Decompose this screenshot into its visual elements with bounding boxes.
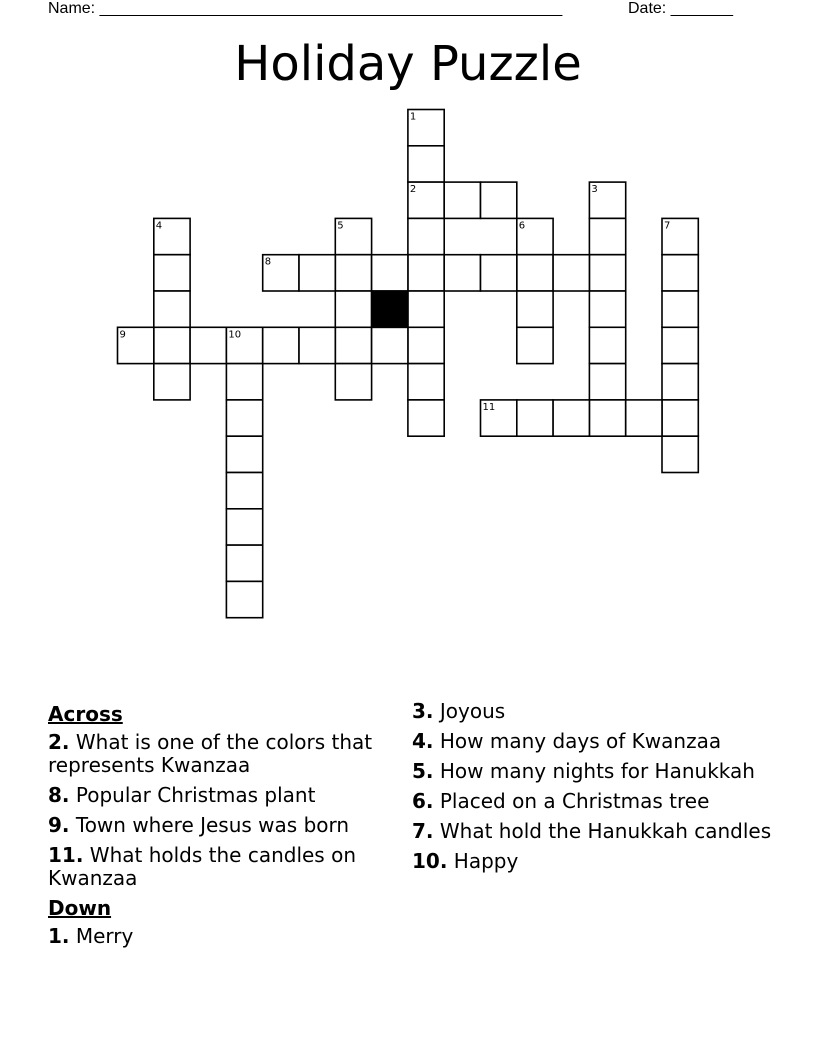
grid-cell[interactable] <box>408 291 444 327</box>
clue-column-left <box>48 700 393 955</box>
grid-cell[interactable] <box>226 581 262 617</box>
cell-number: 1 <box>409 111 417 123</box>
grid-cell[interactable] <box>553 400 589 436</box>
grid-cell[interactable] <box>335 364 371 400</box>
clue-number: 1. <box>48 924 70 948</box>
cell-number: 11 <box>482 401 496 413</box>
grid-cell[interactable] <box>154 291 190 327</box>
grid-cell[interactable] <box>662 327 698 363</box>
clue-column-right <box>412 700 772 880</box>
clue-number: 2. <box>48 730 70 754</box>
grid-cell[interactable] <box>589 255 625 291</box>
clue-text: Town where Jesus was born <box>75 813 350 837</box>
grid-cell[interactable] <box>481 255 517 291</box>
cell-number: 3 <box>591 184 598 196</box>
down-heading: Down <box>48 896 112 920</box>
grid-cell[interactable] <box>408 255 444 291</box>
grid-cell[interactable] <box>372 255 408 291</box>
across-heading: Across <box>48 702 123 726</box>
clue-number: 8. <box>48 783 70 807</box>
grid-cell[interactable] <box>226 364 262 400</box>
clue-text: What holds the candles on Kwanzaa <box>48 843 356 890</box>
grid-cell[interactable] <box>154 327 190 363</box>
cell-number: 7 <box>664 220 671 232</box>
cell-number: 9 <box>119 329 126 341</box>
name-field-label[interactable]: Name: ____________________________________________________ <box>48 0 563 17</box>
down-clue <box>412 760 772 783</box>
grid-cell[interactable] <box>589 364 625 400</box>
grid-cell[interactable] <box>408 327 444 363</box>
clue-number: 6. <box>412 789 434 813</box>
down-clue <box>412 790 772 813</box>
grid-cell[interactable] <box>408 400 444 436</box>
cell-number: 6 <box>518 220 526 232</box>
grid-cell[interactable] <box>335 291 371 327</box>
cell-number: 10 <box>228 329 242 341</box>
grid-cell[interactable] <box>226 436 262 472</box>
grid-cell[interactable] <box>408 146 444 182</box>
across-clue <box>48 844 393 890</box>
grid-cell[interactable] <box>226 509 262 545</box>
grid-cell[interactable] <box>444 182 480 218</box>
grid-cell[interactable] <box>299 255 335 291</box>
grid-cell[interactable] <box>154 364 190 400</box>
grid-cell[interactable] <box>517 255 553 291</box>
grid-cell[interactable] <box>662 364 698 400</box>
clue-text: How many nights for Hanukkah <box>439 759 755 783</box>
grid-cell[interactable] <box>481 182 517 218</box>
grid-cell[interactable] <box>662 436 698 472</box>
clue-text: Merry <box>75 924 134 948</box>
grid-cell[interactable] <box>662 400 698 436</box>
clue-number: 4. <box>412 729 434 753</box>
across-clue <box>48 731 393 777</box>
grid-cell[interactable] <box>589 218 625 254</box>
clue-number: 10. <box>412 849 448 873</box>
grid-cell[interactable] <box>517 327 553 363</box>
cell-number: 8 <box>264 256 272 268</box>
clue-text: Happy <box>453 849 519 873</box>
cell-number: 4 <box>155 220 163 232</box>
down-clue <box>48 925 393 948</box>
grid-cell[interactable] <box>589 327 625 363</box>
grid-cell[interactable] <box>517 291 553 327</box>
black-cell <box>372 291 408 327</box>
across-clue <box>48 814 393 837</box>
grid-cell[interactable] <box>589 400 625 436</box>
clue-number: 7. <box>412 819 434 843</box>
down-clue <box>412 850 772 873</box>
clue-text: How many days of Kwanzaa <box>439 729 722 753</box>
clue-text: Popular Christmas plant <box>75 783 316 807</box>
grid-cell[interactable] <box>226 400 262 436</box>
grid-cell[interactable] <box>299 327 335 363</box>
grid-cell[interactable] <box>626 400 662 436</box>
grid-cell[interactable] <box>553 255 589 291</box>
clue-number: 5. <box>412 759 434 783</box>
grid-cell[interactable] <box>662 255 698 291</box>
clue-text: Placed on a Christmas tree <box>439 789 710 813</box>
clue-text: What is one of the colors that represents Kwanzaa <box>48 730 373 777</box>
down-clue <box>412 700 772 723</box>
grid-cell[interactable] <box>226 545 262 581</box>
grid-cell[interactable] <box>190 327 226 363</box>
clue-text: Joyous <box>439 699 506 723</box>
across-clue <box>48 784 393 807</box>
grid-cell[interactable] <box>335 255 371 291</box>
clue-number: 11. <box>48 843 84 867</box>
clue-number: 9. <box>48 813 70 837</box>
grid-cell[interactable] <box>154 255 190 291</box>
cell-number: 2 <box>409 184 417 196</box>
grid-cell[interactable] <box>226 473 262 509</box>
grid-cell[interactable] <box>589 291 625 327</box>
clue-text: What hold the Hanukkah candles <box>439 819 772 843</box>
down-clue <box>412 730 772 753</box>
page-title: Holiday Puzzle <box>234 36 582 92</box>
clue-number: 3. <box>412 699 434 723</box>
grid-cell[interactable] <box>372 327 408 363</box>
cell-number: 5 <box>337 220 344 232</box>
down-clue <box>412 820 772 843</box>
grid-cell[interactable] <box>335 327 371 363</box>
grid-cell[interactable] <box>263 327 299 363</box>
grid-cell[interactable] <box>408 364 444 400</box>
grid-cell[interactable] <box>517 400 553 436</box>
grid-cell[interactable] <box>662 291 698 327</box>
date-field-label[interactable]: Date: _______ <box>628 0 733 17</box>
grid-cell[interactable] <box>444 255 480 291</box>
grid-cell[interactable] <box>408 218 444 254</box>
